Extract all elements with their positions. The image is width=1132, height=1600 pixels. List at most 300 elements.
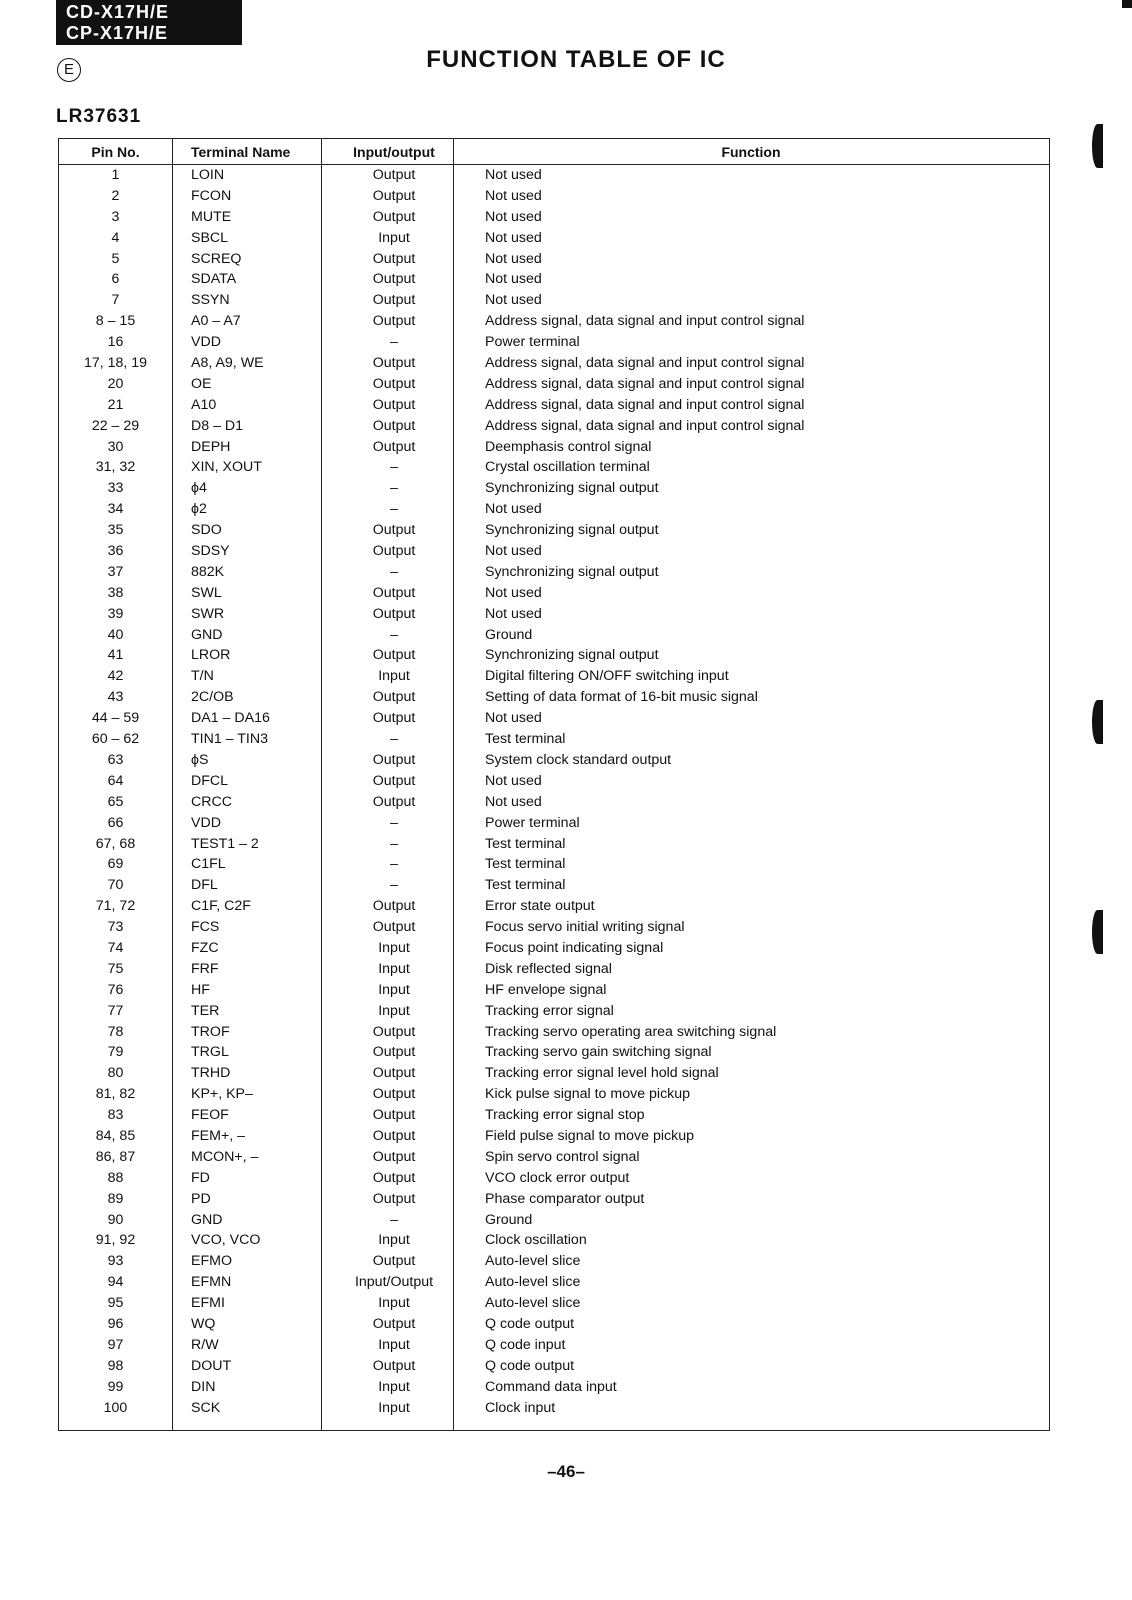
function-cell: Disk reflected signal [485, 960, 612, 977]
table-row [59, 1168, 1049, 1189]
table-row [59, 1398, 1049, 1419]
function-cell: Tracking error signal level hold signal [485, 1065, 719, 1082]
terminal-name-cell: TIN1 – TIN3 [191, 731, 269, 748]
function-cell: Not used [485, 187, 542, 204]
table-row [59, 1272, 1049, 1293]
pin-cell: 34 [107, 501, 124, 518]
function-cell: Address signal, data signal and input control signal [485, 417, 805, 434]
table-row [59, 750, 1049, 771]
input-output-cell: – [390, 626, 398, 643]
function-cell: Spin servo control signal [485, 1148, 640, 1165]
pin-cell: 1 [111, 167, 120, 183]
function-cell: Address signal, data signal and input control signal [485, 355, 805, 372]
pin-cell: 67, 68 [95, 835, 136, 852]
table-row [59, 207, 1049, 228]
function-cell: Focus servo initial writing signal [485, 919, 685, 936]
table-row [59, 457, 1049, 478]
input-output-cell: Output [372, 1023, 416, 1040]
table-row [59, 165, 1049, 186]
table-row [59, 562, 1049, 583]
table-row [59, 395, 1049, 416]
terminal-name-cell: GND [191, 626, 223, 643]
model-line-2: CP-X17H/E [66, 23, 169, 43]
table-row [59, 729, 1049, 750]
input-output-cell: Output [372, 689, 416, 706]
function-cell: Auto-level slice [485, 1253, 581, 1270]
function-cell: Not used [485, 250, 542, 267]
function-cell: Synchronizing signal output [485, 480, 659, 497]
function-cell: Not used [485, 229, 542, 246]
pin-cell: 43 [107, 689, 124, 706]
input-output-cell: Output [372, 313, 416, 330]
pin-cell: 80 [107, 1065, 124, 1082]
pin-cell: 37 [107, 563, 124, 580]
input-output-cell: Input [378, 229, 410, 246]
input-output-cell: Output [372, 208, 416, 225]
pin-cell: 60 – 62 [91, 731, 140, 748]
function-cell: Not used [485, 167, 542, 183]
terminal-name-cell: EFMN [191, 1274, 232, 1291]
table-row [59, 1230, 1049, 1251]
pin-cell: 41 [107, 647, 124, 664]
pin-cell: 5 [111, 250, 120, 267]
table-row [59, 1189, 1049, 1210]
table-row [59, 1105, 1049, 1126]
pin-cell: 31, 32 [95, 459, 136, 476]
pin-cell: 33 [107, 480, 124, 497]
terminal-name-cell: DEPH [191, 438, 231, 455]
input-output-cell: Output [372, 710, 416, 727]
input-output-cell: Input [378, 960, 410, 977]
input-output-cell: Output [372, 375, 416, 392]
table-row [59, 311, 1049, 332]
function-cell: Tracking servo operating area switching signal [485, 1023, 777, 1040]
input-output-cell: Output [372, 1086, 416, 1103]
input-output-cell: – [390, 856, 398, 873]
terminal-name-cell: A0 – A7 [191, 313, 241, 330]
terminal-name-cell: DFL [191, 877, 218, 894]
table-row [59, 708, 1049, 729]
scan-edge-mark [1092, 910, 1103, 954]
table-row [59, 1293, 1049, 1314]
function-cell: Not used [485, 710, 542, 727]
input-output-cell: Output [372, 271, 416, 288]
pin-cell: 77 [107, 1002, 124, 1019]
terminal-name-cell: D8 – D1 [191, 417, 244, 434]
input-output-cell: Output [372, 1357, 416, 1374]
pin-cell: 83 [107, 1107, 124, 1124]
pin-cell: 74 [107, 939, 124, 956]
function-cell: Tracking error signal [485, 1002, 614, 1019]
function-cell: Synchronizing signal output [485, 647, 659, 664]
terminal-name-cell: SCREQ [191, 250, 242, 267]
pin-cell: 98 [107, 1357, 124, 1374]
header-pin-no: Pin No. [91, 144, 140, 160]
table-row [59, 875, 1049, 896]
function-cell: Test terminal [485, 835, 566, 852]
pin-cell: 40 [107, 626, 124, 643]
function-cell: VCO clock error output [485, 1169, 630, 1186]
terminal-name-cell: GND [191, 1211, 223, 1228]
table-row [59, 1210, 1049, 1231]
terminal-name-cell: ϕ2 [191, 501, 207, 518]
input-output-cell: Output [372, 292, 416, 309]
terminal-name-cell: DIN [191, 1378, 216, 1395]
pin-cell: 17, 18, 19 [83, 355, 148, 372]
terminal-name-cell: FZC [191, 939, 219, 956]
pin-cell: 76 [107, 981, 124, 998]
table-row [59, 416, 1049, 437]
pin-cell: 93 [107, 1253, 124, 1270]
pin-cell: 81, 82 [95, 1086, 136, 1103]
table-row [59, 687, 1049, 708]
table-row [59, 792, 1049, 813]
function-cell: Address signal, data signal and input control signal [485, 396, 805, 413]
function-cell: System clock standard output [485, 751, 672, 768]
table-row [59, 1042, 1049, 1063]
table-row [59, 1147, 1049, 1168]
input-output-cell: Output [372, 543, 416, 560]
function-cell: Setting of data format of 16-bit music signal [485, 689, 758, 706]
function-cell: Not used [485, 501, 542, 518]
pin-cell: 35 [107, 522, 124, 539]
pin-cell: 63 [107, 751, 124, 768]
table-row [59, 834, 1049, 855]
table-row [59, 645, 1049, 666]
terminal-name-cell: CRCC [191, 793, 232, 810]
terminal-name-cell: TRGL [191, 1044, 229, 1061]
pin-cell: 65 [107, 793, 124, 810]
input-output-cell: – [390, 1211, 398, 1228]
function-cell: Ground [485, 626, 533, 643]
table-row [59, 228, 1049, 249]
table-row [59, 771, 1049, 792]
table-row [59, 1356, 1049, 1377]
function-cell: Not used [485, 772, 542, 789]
terminal-name-cell: C1FL [191, 856, 226, 873]
pin-cell: 8 – 15 [95, 313, 136, 330]
function-table [58, 138, 1050, 1431]
input-output-cell: – [390, 877, 398, 894]
function-cell: Address signal, data signal and input control signal [485, 375, 805, 392]
input-output-cell: Output [372, 584, 416, 601]
terminal-name-cell: DOUT [191, 1357, 232, 1374]
terminal-name-cell: FEM+, – [191, 1127, 246, 1144]
terminal-name-cell: SDO [191, 522, 222, 539]
input-output-cell: Output [372, 919, 416, 936]
pin-cell: 3 [111, 208, 120, 225]
table-row [59, 959, 1049, 980]
function-cell: Clock input [485, 1399, 556, 1416]
function-cell: Kick pulse signal to move pickup [485, 1086, 691, 1103]
pin-cell: 42 [107, 668, 124, 685]
input-output-cell: Input [378, 1002, 410, 1019]
model-line-1: CD-X17H/E [66, 2, 170, 22]
terminal-name-cell: TEST1 – 2 [191, 835, 259, 852]
input-output-cell: Output [372, 1148, 416, 1165]
function-cell: Not used [485, 584, 542, 601]
table-row [59, 583, 1049, 604]
input-output-cell: Input/Output [354, 1274, 434, 1291]
input-output-cell: Input [378, 1295, 410, 1312]
input-output-cell: Output [372, 1253, 416, 1270]
function-cell: Clock oscillation [485, 1232, 587, 1249]
table-row [59, 437, 1049, 458]
region-mark-badge: E [57, 58, 81, 82]
terminal-name-cell: FD [191, 1169, 210, 1186]
pin-cell: 39 [107, 605, 124, 622]
function-cell: Synchronizing signal output [485, 522, 659, 539]
function-cell: Test terminal [485, 731, 566, 748]
pin-cell: 84, 85 [95, 1127, 136, 1144]
function-cell: Auto-level slice [485, 1295, 581, 1312]
input-output-cell: Output [372, 1169, 416, 1186]
input-output-cell: Input [378, 1336, 410, 1353]
function-cell: Q code output [485, 1315, 575, 1332]
function-cell: HF envelope signal [485, 981, 607, 998]
table-row [59, 520, 1049, 541]
pin-cell: 4 [111, 229, 120, 246]
terminal-name-cell: EFMI [191, 1295, 225, 1312]
pin-cell: 44 – 59 [91, 710, 140, 727]
function-cell: Address signal, data signal and input control signal [485, 313, 805, 330]
terminal-name-cell: 882K [191, 563, 225, 580]
table-row [59, 1063, 1049, 1084]
terminal-name-cell: TRHD [191, 1065, 231, 1082]
input-output-cell: Output [372, 1065, 416, 1082]
terminal-name-cell: T/N [191, 668, 214, 685]
table-body [59, 165, 1049, 1418]
pin-cell: 70 [107, 877, 124, 894]
input-output-cell: Input [378, 1399, 410, 1416]
table-row [59, 374, 1049, 395]
terminal-name-cell: A8, A9, WE [191, 355, 264, 372]
input-output-cell: Output [372, 1315, 416, 1332]
table-row [59, 353, 1049, 374]
table-row [59, 290, 1049, 311]
input-output-cell: Output [372, 522, 416, 539]
input-output-cell: Output [372, 417, 416, 434]
pin-cell: 71, 72 [95, 898, 136, 915]
input-output-cell: – [390, 334, 398, 351]
function-cell: Synchronizing signal output [485, 563, 659, 580]
terminal-name-cell: ϕ4 [191, 480, 207, 497]
table-row [59, 1251, 1049, 1272]
function-cell: Tracking error signal stop [485, 1107, 645, 1124]
scan-corner-mark [1122, 0, 1132, 8]
table-row [59, 917, 1049, 938]
terminal-name-cell: VCO, VCO [191, 1232, 261, 1249]
table-row [59, 938, 1049, 959]
terminal-name-cell: SBCL [191, 229, 229, 246]
pin-cell: 97 [107, 1336, 124, 1353]
pin-cell: 73 [107, 919, 124, 936]
terminal-name-cell: TROF [191, 1023, 230, 1040]
terminal-name-cell: MUTE [191, 208, 232, 225]
function-cell: Auto-level slice [485, 1274, 581, 1291]
table-row [59, 249, 1049, 270]
input-output-cell: – [390, 563, 398, 580]
function-cell: Power terminal [485, 334, 580, 351]
input-output-cell: Output [372, 1190, 416, 1207]
pin-cell: 86, 87 [95, 1148, 136, 1165]
pin-cell: 100 [103, 1399, 128, 1416]
header-function: Function [721, 144, 781, 160]
pin-cell: 66 [107, 814, 124, 831]
terminal-name-cell: LROR [191, 647, 231, 664]
input-output-cell: Output [372, 772, 416, 789]
pin-cell: 75 [107, 960, 124, 977]
table-row [59, 478, 1049, 499]
terminal-name-cell: PD [191, 1190, 211, 1207]
terminal-name-cell: OE [191, 375, 212, 392]
input-output-cell: Input [378, 939, 410, 956]
table-row [59, 269, 1049, 290]
function-cell: Crystal oscillation terminal [485, 459, 650, 476]
input-output-cell: Output [372, 1107, 416, 1124]
table-row [59, 186, 1049, 207]
function-cell: Not used [485, 793, 542, 810]
input-output-cell: – [390, 480, 398, 497]
pin-cell: 38 [107, 584, 124, 601]
model-label-box [56, 0, 242, 45]
header-input-output: Input/output [353, 144, 435, 160]
terminal-name-cell: TER [191, 1002, 220, 1019]
terminal-name-cell: FCS [191, 919, 220, 936]
table-row [59, 980, 1049, 1001]
pin-cell: 88 [107, 1169, 124, 1186]
table-header-row [59, 139, 1049, 165]
table-row [59, 896, 1049, 917]
pin-cell: 36 [107, 543, 124, 560]
function-cell: Field pulse signal to move pickup [485, 1127, 694, 1144]
function-cell: Digital filtering ON/OFF switching input [485, 668, 729, 685]
terminal-name-cell: MCON+, – [191, 1148, 259, 1165]
table-row [59, 1314, 1049, 1335]
terminal-name-cell: SWR [191, 605, 225, 622]
function-cell: Power terminal [485, 814, 580, 831]
terminal-name-cell: C1F, C2F [191, 898, 251, 915]
pin-cell: 69 [107, 856, 124, 873]
terminal-name-cell: ϕS [191, 751, 209, 768]
input-output-cell: Output [372, 1044, 416, 1061]
input-output-cell: Output [372, 187, 416, 204]
pin-cell: 89 [107, 1190, 124, 1207]
terminal-name-cell: VDD [191, 814, 221, 831]
pin-cell: 7 [111, 292, 120, 309]
pin-cell: 90 [107, 1211, 124, 1228]
input-output-cell: Output [372, 355, 416, 372]
input-output-cell: Output [372, 167, 416, 183]
table-row [59, 332, 1049, 353]
terminal-name-cell: WQ [191, 1315, 216, 1332]
table-row [59, 625, 1049, 646]
header-terminal-name: Terminal Name [191, 144, 291, 160]
scan-edge-mark [1092, 124, 1103, 168]
page-title: FUNCTION TABLE OF IC [426, 46, 726, 73]
terminal-name-cell: SCK [191, 1399, 221, 1416]
input-output-cell: Output [372, 793, 416, 810]
pin-cell: 6 [111, 271, 120, 288]
terminal-name-cell: LOIN [191, 167, 225, 183]
input-output-cell: Output [372, 898, 416, 915]
table-row [59, 1084, 1049, 1105]
input-output-cell: – [390, 459, 398, 476]
terminal-name-cell: SDATA [191, 271, 237, 288]
input-output-cell: Output [372, 751, 416, 768]
input-output-cell: Output [372, 605, 416, 622]
terminal-name-cell: KP+, KP– [191, 1086, 253, 1103]
function-cell: Not used [485, 605, 542, 622]
terminal-name-cell: VDD [191, 334, 221, 351]
pin-cell: 30 [107, 438, 124, 455]
terminal-name-cell: FEOF [191, 1107, 229, 1124]
input-output-cell: – [390, 835, 398, 852]
terminal-name-cell: SDSY [191, 543, 230, 560]
function-cell: Tracking servo gain switching signal [485, 1044, 712, 1061]
function-cell: Error state output [485, 898, 595, 915]
pin-cell: 20 [107, 375, 124, 392]
scan-edge-mark [1092, 700, 1103, 744]
table-row [59, 604, 1049, 625]
input-output-cell: Output [372, 396, 416, 413]
table-row [59, 1022, 1049, 1043]
pin-cell: 79 [107, 1044, 124, 1061]
input-output-cell: – [390, 731, 398, 748]
terminal-name-cell: EFMO [191, 1253, 232, 1270]
table-row [59, 1377, 1049, 1398]
pin-cell: 16 [107, 334, 124, 351]
function-cell: Focus point indicating signal [485, 939, 664, 956]
function-cell: Command data input [485, 1378, 617, 1395]
table-row [59, 1001, 1049, 1022]
input-output-cell: – [390, 814, 398, 831]
terminal-name-cell: DFCL [191, 772, 229, 789]
terminal-name-cell: A10 [191, 396, 217, 413]
input-output-cell: Output [372, 647, 416, 664]
pin-cell: 91, 92 [95, 1232, 136, 1249]
terminal-name-cell: DA1 – DA16 [191, 710, 270, 727]
pin-cell: 64 [107, 772, 124, 789]
table-row [59, 854, 1049, 875]
input-output-cell: Output [372, 250, 416, 267]
table-row [59, 499, 1049, 520]
terminal-name-cell: 2C/OB [191, 689, 234, 706]
page-number: –46– [547, 1462, 585, 1481]
pin-cell: 22 – 29 [91, 417, 140, 434]
terminal-name-cell: HF [191, 981, 210, 998]
terminal-name-cell: SSYN [191, 292, 230, 309]
input-output-cell: Input [378, 1232, 410, 1249]
function-cell: Phase comparator output [485, 1190, 645, 1207]
ic-part-number: LR37631 [56, 106, 142, 127]
function-cell: Test terminal [485, 856, 566, 873]
table-row [59, 813, 1049, 834]
terminal-name-cell: FRF [191, 960, 219, 977]
input-output-cell: Input [378, 668, 410, 685]
input-output-cell: – [390, 501, 398, 518]
table-row [59, 541, 1049, 562]
input-output-cell: Input [378, 1378, 410, 1395]
input-output-cell: Input [378, 981, 410, 998]
terminal-name-cell: R/W [191, 1336, 219, 1353]
function-cell: Not used [485, 208, 542, 225]
terminal-name-cell: XIN, XOUT [191, 459, 262, 476]
pin-cell: 2 [111, 187, 120, 204]
function-cell: Q code output [485, 1357, 575, 1374]
function-cell: Not used [485, 292, 542, 309]
pin-cell: 99 [107, 1378, 124, 1395]
